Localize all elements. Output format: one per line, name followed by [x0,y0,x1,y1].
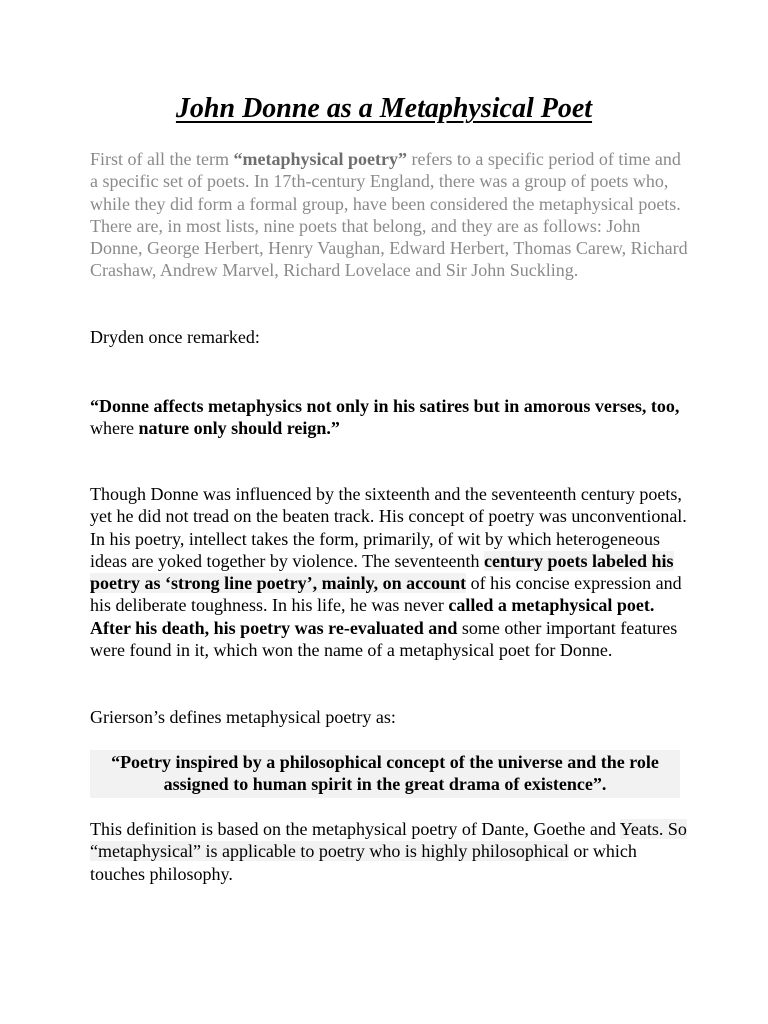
dryden-intro: Dryden once remarked: [90,327,260,347]
grierson-intro: Grierson’s defines metaphysical poetry as: [90,707,396,727]
body-text-3: some other important features were found in it, which won the name of a metaphysical poet for Donne. [90,617,678,661]
body-text-1: Though Donne was influenced by the sixteenth and the seventeenth century poets, yet he did not tread on the beaten track. His concept of poetry was unconventional. In his poetry, intellect takes the form, primarily, of wit by which heterogeneous ideas are yoked together by violence. The seventeenth [90,484,687,571]
dryden-quote-part-3: nature only should reign.” [138,418,340,439]
body-highlight-1: century poets labeled his poetry as ‘strong line poetry’, mainly, on account [90,550,674,594]
closing-highlight: Yeats. So “metaphysical” is applicable to poetry who is highly philosophical [90,819,687,862]
term-metaphysical-poetry: “metaphysical poetry” [233,149,407,169]
grierson-quote: “Poetry inspired by a philosophical concept of the universe and the role assigned to human spirit in the great drama of existence”. [90,750,680,798]
intro-text-2: refers to a specific period of time and a specific set of poets. In 17th-century England, there was a group of poets who, while they did form a formal group, have been considered the metaphysical poets. There are, in most lists, nine poets that belong, and they are as follows: John Donne, George Herbert, Henry Vaughan, Edward Herbert, Thomas Carew, Richard Crashaw, Andrew Marvel, Richard Lovelace and Sir John Suckling. [90,149,688,281]
dryden-quote-part-2: where [90,418,139,439]
body-highlight-2: called a metaphysical poet. After his death, his poetry was re-evaluated and [90,595,655,638]
dryden-quote-part-1: “Donne affects metaphysics not only in his satires but in amorous verses, too, [90,396,680,416]
dryden-quote [90,395,690,440]
body-paragraph [90,483,690,661]
closing-text-2: or which touches philosophy. [90,841,637,884]
body-text-2: of his concise expression and his deliberate toughness. In his life, he was never [90,573,682,616]
page-title: John Donne as a Metaphysical Poet [175,93,593,124]
closing-paragraph [90,818,690,885]
closing-text-1: This definition is based on the metaphysical poetry of Dante, Goethe and [90,819,620,839]
intro-text-1: First of all the term [90,149,234,169]
intro-paragraph [90,148,690,282]
